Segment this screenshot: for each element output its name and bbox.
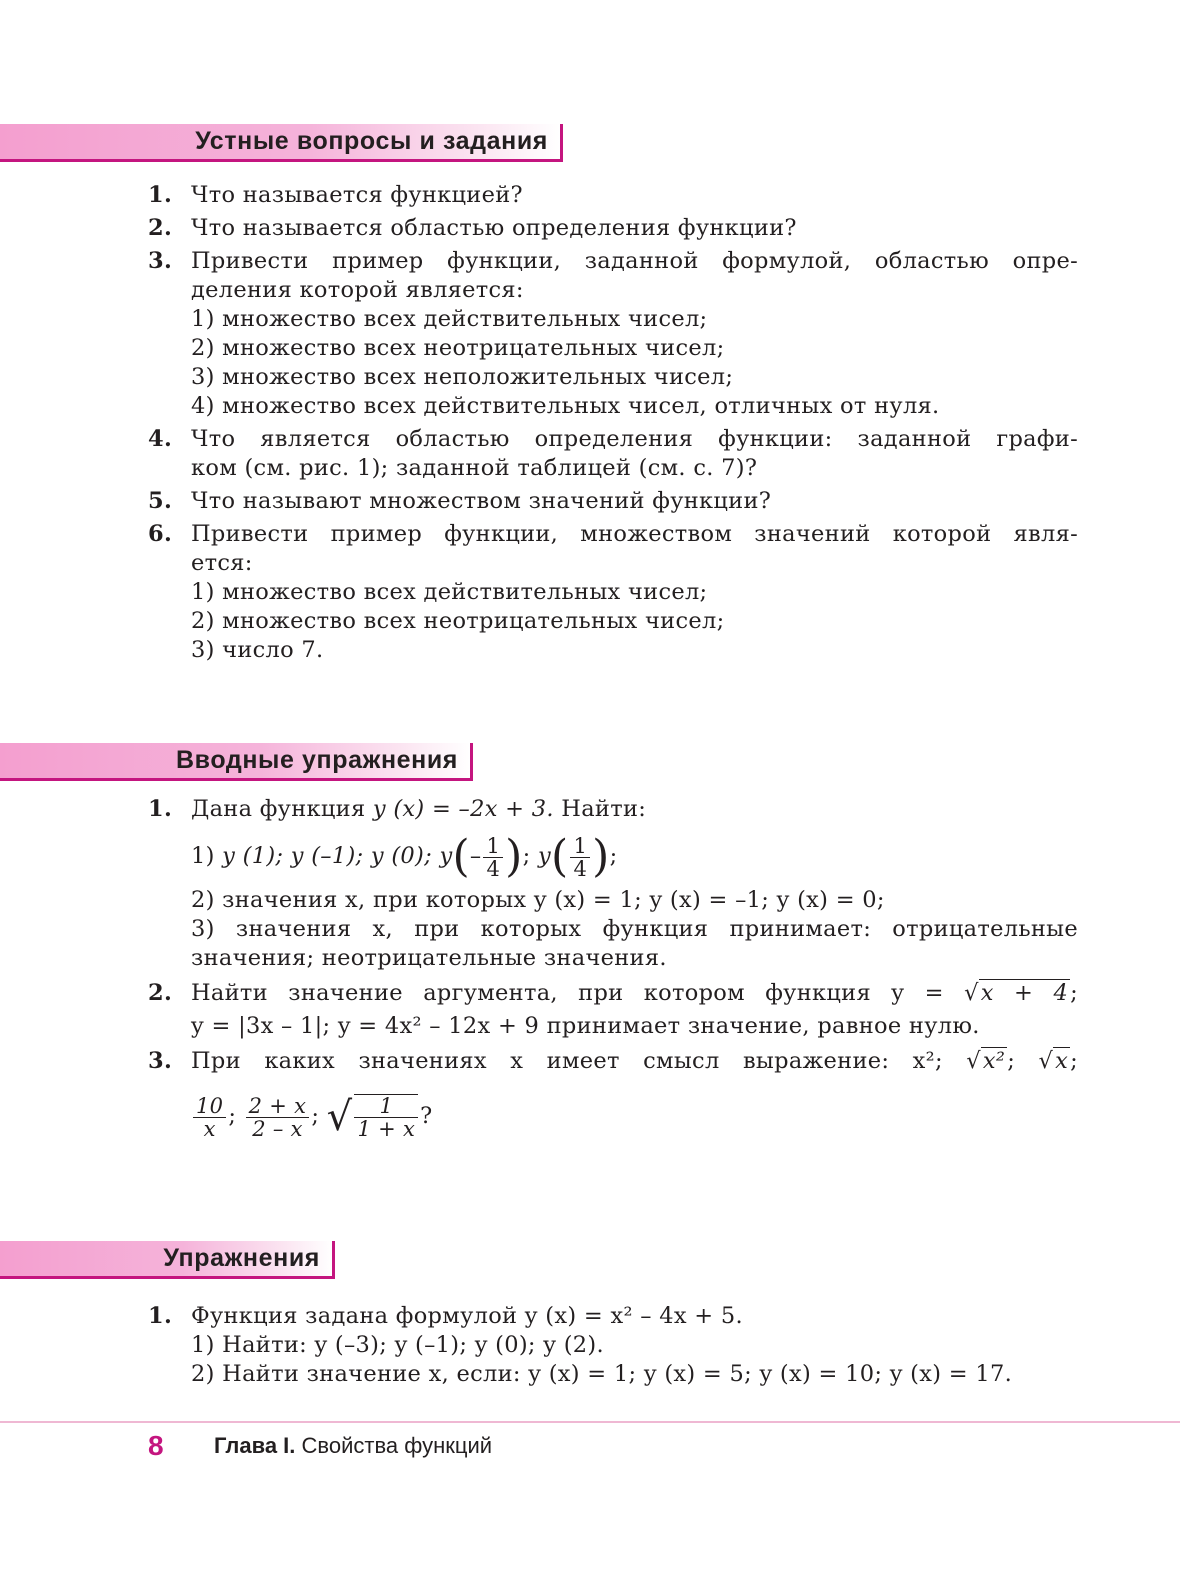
- sub-item: 3) множество всех неположительных чисел;: [191, 364, 734, 390]
- item-number: 1.: [148, 796, 173, 822]
- sub-item: 2) множество всех неотрицательных чисел;: [191, 608, 725, 634]
- chapter-title: Свойства функций: [301, 1433, 493, 1458]
- denominator: 1 + x: [357, 1117, 416, 1141]
- item-text: Дана функция: [191, 796, 366, 822]
- item-text: Привести пример функции, множеством значений которой явля-: [191, 521, 1078, 547]
- formula: y (–1);: [290, 843, 364, 869]
- item-text: Функция задана формулой y (x) = x² – 4x + 5.: [191, 1303, 743, 1329]
- chapter-label: Глава I.: [214, 1433, 296, 1458]
- item-number: 2.: [148, 215, 173, 241]
- numerator: 10: [193, 1095, 226, 1118]
- section-header-intro-exercises: [0, 743, 473, 781]
- item-text: Что называется функцией?: [191, 182, 523, 208]
- intro-exercises-list: [148, 795, 1078, 1148]
- item-text: Привести пример функции, заданной формулой, областью опре-: [191, 248, 1078, 274]
- numerator: 2 + x: [246, 1095, 310, 1118]
- section-header-oral-questions: [0, 124, 563, 162]
- paren: ): [505, 831, 523, 882]
- paren: (: [550, 831, 569, 882]
- sub-item: 1) y (1); y (–1); y (0); y(– $\frac{1}{4}$ ); y( $\frac{1}{4}$ );: [191, 831, 618, 882]
- list-item: [148, 487, 1078, 516]
- oral-questions-list: [148, 181, 1078, 669]
- formula-y: y: [537, 843, 551, 869]
- sqrt-expression: x²: [982, 1048, 1006, 1074]
- punct: ?: [420, 1103, 433, 1129]
- section-title: Устные вопросы и задания: [195, 127, 548, 155]
- numerator: 1: [570, 835, 590, 858]
- fraction: [354, 1094, 418, 1140]
- formula-y: y: [439, 843, 453, 869]
- denominator: 4: [573, 856, 588, 881]
- punct: ;: [1070, 980, 1078, 1006]
- section-header-exercises: [0, 1241, 335, 1279]
- item-number: 5.: [148, 488, 173, 514]
- formula: y (1);: [222, 843, 284, 869]
- item-number: 6.: [148, 521, 173, 547]
- item-number: 1.: [148, 182, 173, 208]
- exercises-list: [148, 1302, 1078, 1393]
- item-text: Что является областью определения функции: заданной графи-: [191, 426, 1078, 452]
- item-text: Что называется областью определения функции?: [191, 215, 797, 241]
- list-item: [148, 1302, 1078, 1389]
- sub-item: 1) множество всех действительных чисел;: [191, 306, 708, 332]
- list-item: [148, 795, 1078, 973]
- page-number: 8: [148, 1430, 164, 1461]
- item-number: 4.: [148, 426, 173, 452]
- item-text: деления которой является:: [191, 277, 524, 303]
- footer-divider: [0, 1421, 1180, 1423]
- fraction: [246, 1095, 310, 1140]
- fraction: [483, 835, 503, 880]
- minus-sign: –: [469, 843, 482, 869]
- sub-item: 3) число 7.: [191, 637, 324, 663]
- sub-item: 2) Найти значение x, если: y (x) = 1; y (x) = 5; y (x) = 10; y (x) = 17.: [191, 1361, 1013, 1387]
- expression-row: $\frac{10}{x}$ ; $\frac{2 + x}{2 - x}$ ; √ $\frac{1}{1 + x}$ ?: [191, 1088, 1078, 1144]
- fraction: [193, 1095, 226, 1140]
- list-item: [148, 979, 1078, 1041]
- sub-item: 2) значения x, при которых y (x) = 1; y (x) = –1; y (x) = 0;: [191, 887, 885, 913]
- list-item: [148, 214, 1078, 243]
- item-text: При каких значениях x имеет смысл выражение: x²; √x²; √x;: [191, 1048, 1078, 1074]
- item-text: Найти:: [561, 796, 647, 822]
- formula: y (0);: [370, 843, 432, 869]
- sub-item: 1) множество всех действительных чисел;: [191, 579, 708, 605]
- sub-item: 4) множество всех действительных чисел, отличных от нуля.: [191, 393, 940, 419]
- fraction: [570, 835, 590, 880]
- paren: ): [592, 831, 610, 882]
- sub-item: значения; неотрицательные значения.: [191, 945, 667, 971]
- denominator: 4: [486, 856, 501, 881]
- sub-item: 3) значения x, при которых функция принимает: отрицательные: [191, 916, 1078, 942]
- sub-item: 1) Найти: y (–3); y (–1); y (0); y (2).: [191, 1332, 604, 1358]
- list-item: [148, 425, 1078, 483]
- sub-label: 1): [191, 843, 215, 869]
- item-text-part: При каких значениях x имеет смысл выражение: x²;: [191, 1048, 943, 1074]
- item-text: ком (см. рис. 1); заданной таблицей (см. с. 7)?: [191, 455, 758, 481]
- item-text: Найти значение аргумента, при котором функция y = √x + 4;: [191, 980, 1078, 1006]
- sqrt-expression: x: [1055, 1048, 1069, 1074]
- numerator: 1: [483, 835, 503, 858]
- numerator: 1: [354, 1095, 418, 1118]
- item-text: Что называют множеством значений функции?: [191, 488, 772, 514]
- list-item: [148, 520, 1078, 665]
- denominator: x: [203, 1116, 216, 1141]
- list-item: [148, 181, 1078, 210]
- sqrt-expression: x + 4: [980, 980, 1069, 1006]
- item-text: ется:: [191, 550, 253, 576]
- item-text: y = |3x – 1|; y = 4x² – 12x + 9 принимает значение, равное нулю.: [191, 1013, 980, 1039]
- paren: (: [452, 831, 470, 882]
- sqrt-sign: √: [326, 1094, 353, 1140]
- sub-item: 2) множество всех неотрицательных чисел;: [191, 335, 725, 361]
- item-number: 3.: [148, 1048, 173, 1074]
- section-title: Вводные упражнения: [176, 746, 458, 774]
- item-number: 1.: [148, 1303, 173, 1329]
- formula: y (x) = –2x + 3.: [372, 796, 554, 822]
- list-item: [148, 247, 1078, 421]
- chapter-running-title: [214, 1433, 492, 1459]
- item-number: 3.: [148, 248, 173, 274]
- list-item: [148, 1047, 1078, 1144]
- item-text-part: Найти значение аргумента, при котором функция y =: [191, 980, 965, 1006]
- section-title: Упражнения: [163, 1244, 320, 1272]
- item-number: 2.: [148, 980, 173, 1006]
- denominator: 2 – x: [252, 1116, 303, 1141]
